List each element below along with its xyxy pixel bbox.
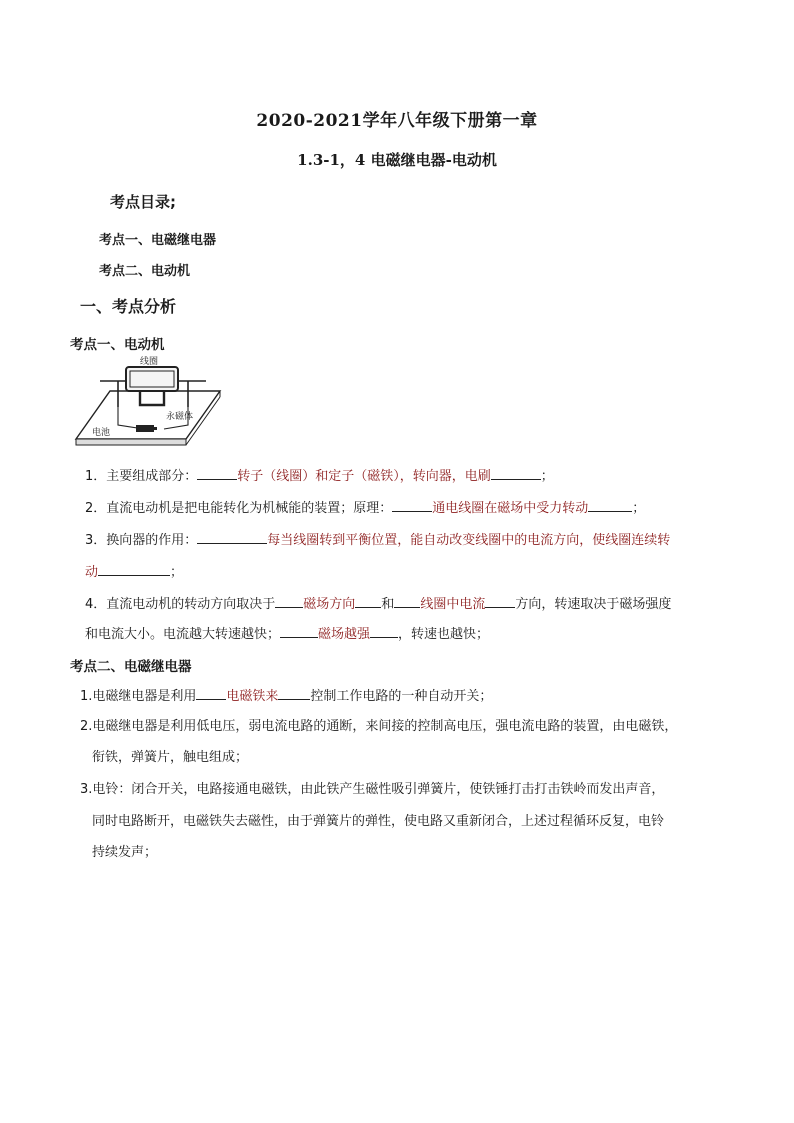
battery-label: 电池: [92, 428, 111, 438]
answer-text: 电磁铁来: [226, 689, 279, 704]
section-heading: 一、考点分析: [80, 297, 177, 316]
item-text: 和电流大小。电流越大转速越快；: [85, 627, 281, 642]
item-suffix: ；: [540, 469, 554, 484]
blank-line: [98, 561, 170, 576]
topic2-item-3-cont: 持续发声；: [92, 845, 158, 860]
item-prefix: 3．换向器的作用：: [85, 533, 198, 548]
blank-line: [278, 685, 310, 700]
page-subtitle: 1.3-1，4 电磁继电器-电动机: [297, 151, 497, 169]
item-suffix: ；: [632, 501, 646, 516]
toc-item: 考点二、电动机: [99, 264, 191, 279]
item-prefix: 4．直流电动机的转动方向取决于: [85, 597, 276, 612]
topic1-item-3: [85, 529, 670, 551]
blank-line: [197, 529, 267, 544]
blank-line: [196, 685, 226, 700]
topic1-item-4-cont: [85, 623, 489, 645]
topic1-item-3-cont: [85, 561, 183, 583]
answer-text: 动: [85, 565, 99, 580]
toc-item: 考点一、电磁继电器: [99, 233, 217, 248]
blank-line: [394, 593, 420, 608]
item-mid: 和: [381, 597, 395, 612]
item-prefix: 1．主要组成部分：: [85, 469, 198, 484]
item-prefix: 2．直流电动机是把电能转化为机械能的装置；原理：: [85, 501, 393, 516]
topic2-item-1: [80, 685, 492, 707]
topic2-heading: 考点二、电磁继电器: [70, 659, 192, 675]
blank-line: [355, 593, 381, 608]
item-suffix: ，转速也越快；: [398, 627, 490, 642]
answer-text: 转子（线圈）和定子（磁铁），转向器，电刷: [237, 469, 491, 484]
blank-line: [392, 497, 432, 512]
blank-line: [588, 497, 632, 512]
page-title: 2020-2021学年八年级下册第一章: [256, 111, 538, 131]
topic2-item-3-cont: 同时电路断开，电磁铁失去磁性，由于弹簧片的弹性，使电路又重新闭合，上述过程循环反复，电铃: [92, 814, 665, 829]
topic2-item-2-cont: 衔铁，弹簧片，触电组成；: [92, 750, 249, 765]
item-text: 方向，转速取决于磁场强度: [515, 597, 672, 612]
item-suffix: 控制工作电路的一种自动开关；: [310, 689, 493, 704]
topic2-item-3: 3.电铃：闭合开关，电路接通电磁铁，由此铁产生磁性吸引弹簧片，使铁锤打击打击铁岭而发出声音，: [80, 782, 665, 797]
blank-line: [280, 623, 318, 638]
blank-line: [491, 465, 541, 480]
motor-diagram: [74, 353, 224, 449]
topic1-item-2: [85, 497, 645, 519]
answer-text: 通电线圈在磁场中受力转动: [432, 501, 589, 516]
answer-text: 磁场方向: [303, 597, 356, 612]
magnet-label: 永磁体: [166, 412, 194, 422]
coil-label: 线圈: [140, 357, 159, 367]
blank-line: [370, 623, 398, 638]
topic1-item-4: [85, 593, 671, 615]
answer-text: 磁场越强: [318, 627, 371, 642]
topic2-item-2: 2.电磁继电器是利用低电压，弱电流电路的通断，来间接的控制高电压，强电流电路的装置，由电磁铁，: [80, 719, 678, 734]
toc-heading: 考点目录;: [110, 193, 176, 211]
item-prefix: 1.电磁继电器是利用: [80, 689, 197, 704]
item-suffix: ；: [170, 565, 184, 580]
topic1-heading: 考点一、电动机: [70, 337, 165, 353]
blank-line: [197, 465, 237, 480]
answer-text: 线圈中电流: [420, 597, 486, 612]
blank-line: [275, 593, 303, 608]
blank-line: [485, 593, 515, 608]
answer-text: 每当线圈转到平衡位置，能自动改变线圈中的电流方向，使线圈连续转: [267, 533, 671, 548]
topic1-item-1: [85, 465, 554, 487]
